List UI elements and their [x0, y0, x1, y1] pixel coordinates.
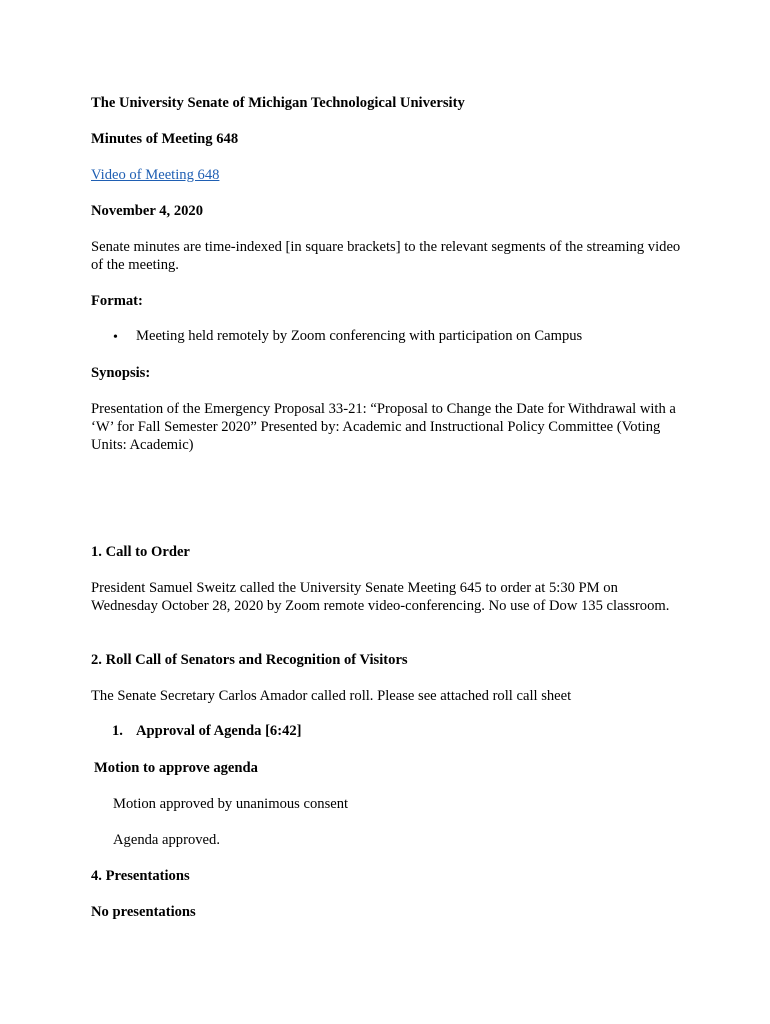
section-4-heading: 4. Presentations: [91, 868, 190, 884]
meeting-date: November 4, 2020: [91, 203, 204, 219]
section-1-heading: 1. Call to Order: [91, 544, 190, 560]
motion-result: Motion approved by unanimous consent: [113, 796, 349, 812]
synopsis-heading: Synopsis:: [91, 365, 151, 381]
motion-heading: Motion to approve agenda: [94, 760, 258, 776]
bullet-icon: •: [113, 330, 118, 345]
format-list-item: Meeting held remotely by Zoom conferencing with participation on Campus: [136, 328, 583, 344]
section-2-paragraph: The Senate Secretary Carlos Amador called roll. Please see attached roll call sheet: [91, 688, 572, 704]
agenda-result: Agenda approved.: [113, 832, 220, 848]
section-3-title: Approval of Agenda [6:42]: [136, 723, 302, 739]
no-presentations-text: No presentations: [91, 904, 196, 920]
format-heading: Format:: [91, 293, 143, 309]
document-header-title: The University Senate of Michigan Technological University: [91, 95, 465, 111]
minutes-title: Minutes of Meeting 648: [91, 131, 239, 147]
section-1-paragraph: President Samuel Sweitz called the University Senate Meeting 645 to order at 5:30 PM on Wednesday October 28, 2020 by Zoom remote video-conferencing. No use of Dow 135 classroom.: [91, 580, 670, 614]
synopsis-paragraph: Presentation of the Emergency Proposal 33-21: “Proposal to Change the Date for Withdrawal with a ‘W’ for Fall Semester 2020” Presented by: Academic and Instructional Policy Committee (Voting Units: Academic): [91, 401, 676, 453]
intro-paragraph: Senate minutes are time-indexed [in square brackets] to the relevant segments of the streaming video of the meeting.: [91, 239, 681, 273]
video-link[interactable]: Video of Meeting 648: [91, 167, 220, 183]
section-2-heading: 2. Roll Call of Senators and Recognition of Visitors: [91, 652, 408, 668]
section-3-heading: [112, 722, 302, 740]
section-3-number: 1.: [112, 723, 123, 739]
